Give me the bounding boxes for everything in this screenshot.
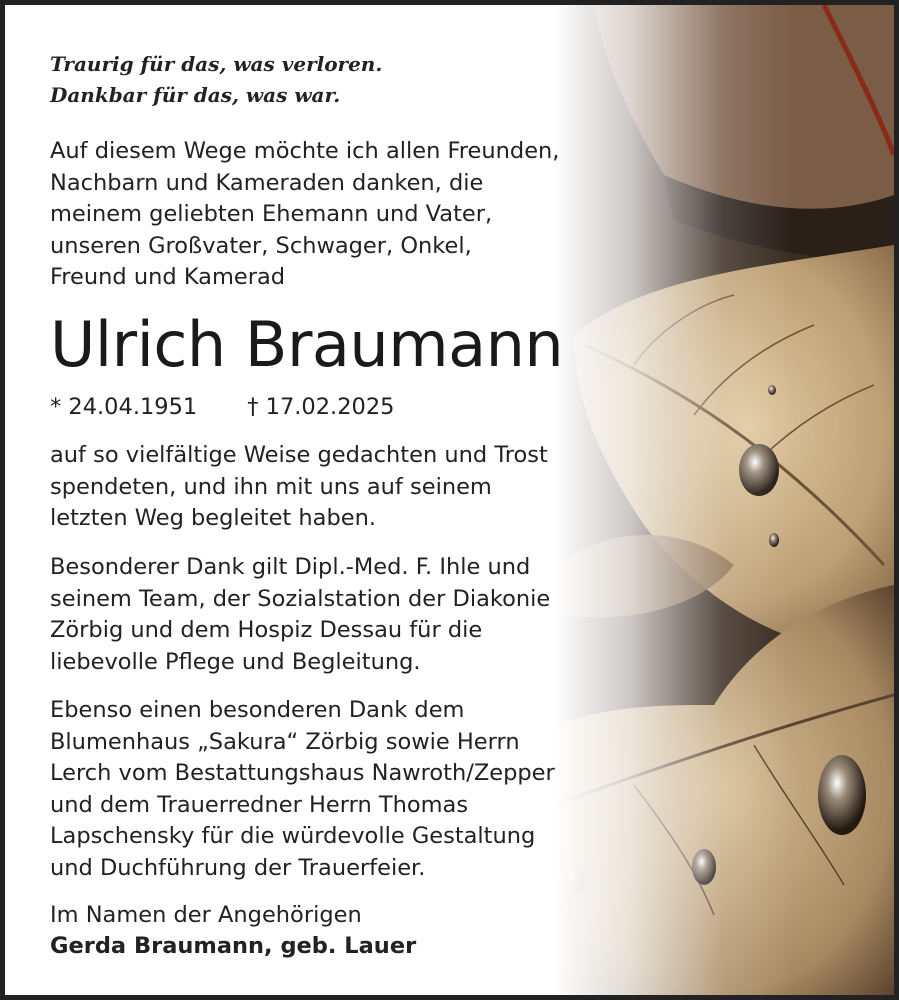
motto-line-1: Traurig für das, was verloren. — [50, 52, 383, 76]
thanks-paragraph-1: auf so vielfältige Weise gedachten und Trost spendeten, und ihn mit uns auf seinem letzten Weg begleitet haben. — [50, 442, 548, 531]
signer-name: Gerda Braumann, geb. Lauer — [50, 933, 417, 959]
autumn-leaves-image — [554, 5, 894, 995]
birth-date: * 24.04.1951 — [50, 394, 198, 420]
intro-paragraph: Auf diesem Wege möchte ich allen Freunden, Nachbarn und Kameraden danken, die meinem geliebten Ehemann und Vater, unseren Großvater, Schwager, Onkel, Freund und Kamerad — [50, 138, 560, 290]
thanks-paragraph-2: Besonderer Dank gilt Dipl.-Med. F. Ihle und seinem Team, der Sozialstation der Diakonie Zörbig und dem Hospiz Dessau für die liebevolle Pflege und Begleitung. — [50, 554, 551, 675]
death-date: † 17.02.2025 — [247, 394, 395, 420]
thanks-paragraph-3: Ebenso einen besonderen Dank dem Blumenhaus „Sakura“ Zörbig sowie Herrn Lerch vom Bestattungshaus Nawroth/Zepper und dem Trauerredner Herrn Thomas Lapschensky für die würdevolle Gestaltung und Duchführung der Trauerfeier. — [50, 697, 555, 881]
deceased-name: Ulrich Braumann — [50, 308, 564, 381]
motto-line-2: Dankbar für das, was war. — [50, 83, 341, 107]
motto — [50, 49, 382, 111]
leaves-photo-svg — [554, 5, 894, 995]
closing-line: Im Namen der Angehörigen — [50, 902, 362, 928]
life-dates — [50, 391, 394, 423]
